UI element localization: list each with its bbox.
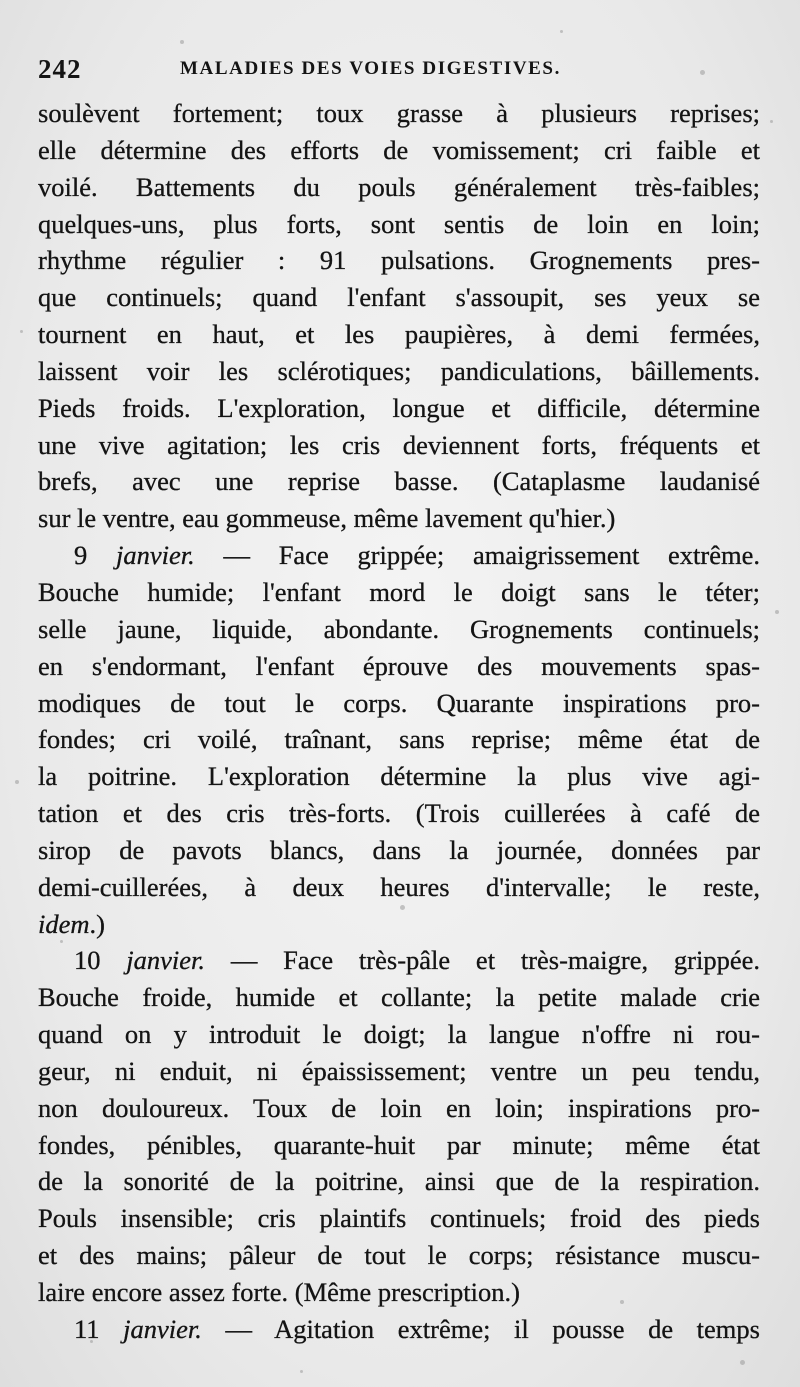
text-line [38, 979, 760, 1016]
line-text: rhythme régulier : 91 pulsations. Grognements pres- [38, 245, 760, 276]
line-text: Pouls insensible; cris plaintifs continuels; froid des pieds [38, 1203, 760, 1234]
line-text: selle jaune, liquide, abondante. Grognements continuels; [38, 613, 760, 644]
paper-speck [15, 780, 19, 784]
line-text: Bouche humide; l'enfant mord le doigt sans le téter; [38, 576, 760, 607]
line-text: .) [89, 908, 105, 939]
italic-text: janvier. [126, 945, 206, 976]
body-text [38, 95, 760, 1348]
line-text: quand on y introduit le doigt; la langue n'offre ni rou- [38, 1019, 760, 1050]
line-text: Pieds froids. L'exploration, longue et difficile, détermine [38, 392, 760, 423]
paper-speck [20, 330, 23, 333]
entry-day: 11 [74, 1313, 124, 1344]
text-line [38, 463, 760, 500]
line-text: elle détermine des efforts de vomissement; cri faible et [38, 134, 760, 165]
text-line [38, 1053, 760, 1090]
text-line [38, 685, 760, 722]
text-line [38, 1016, 760, 1053]
line-text: brefs, avec une reprise basse. (Cataplasme laudanisé [38, 466, 760, 497]
text-line [38, 169, 760, 206]
page-number: 242 [38, 54, 82, 84]
page-header [38, 50, 750, 86]
line-text: que continuels; quand l'enfant s'assoupit, ses yeux se [38, 282, 760, 313]
text-line [38, 648, 760, 685]
text-line [38, 574, 760, 611]
line-text: laire encore assez forte. (Même prescription.) [38, 1277, 520, 1307]
paper-speck [560, 30, 563, 33]
italic-text: idem [38, 908, 90, 939]
text-line [38, 132, 760, 169]
text-line [38, 906, 760, 943]
text-line [38, 1127, 760, 1164]
line-text: en s'endormant, l'enfant éprouve des mouvements spas- [38, 650, 760, 681]
text-line [38, 869, 760, 906]
text-line [38, 316, 760, 353]
line-text: la poitrine. L'exploration détermine la plus vive agi- [38, 761, 760, 792]
text-line [38, 500, 760, 537]
line-text: tournent en haut, et les paupières, à demi fermées, [38, 319, 760, 350]
text-line [38, 1311, 760, 1348]
text-line [38, 95, 760, 132]
paper-speck [770, 120, 773, 123]
line-text: soulèvent fortement; toux grasse à plusieurs reprises; [38, 98, 760, 128]
line-text: sirop de pavots blancs, dans la journée, données par [38, 834, 760, 865]
entry-day: 10 [74, 945, 127, 976]
line-text: quelques-uns, plus forts, sont sentis de loin en loin; [38, 208, 760, 239]
text-line [38, 832, 760, 869]
text-line [38, 242, 760, 279]
paper-speck [300, 1370, 303, 1373]
line-text: de la sonorité de la poitrine, ainsi que de la respiration. [38, 1166, 760, 1197]
text-line [38, 427, 760, 464]
line-text: laissent voir les sclérotiques; pandiculations, bâillements. [38, 355, 760, 386]
text-line [38, 1237, 760, 1274]
line-text: — Face grippée; amaigrissement extrême. [194, 540, 760, 571]
text-line [38, 353, 760, 390]
text-line [38, 1200, 760, 1237]
line-text: geur, ni enduit, ni épaississement; ventre un peu tendu, [38, 1055, 760, 1086]
entry-day: 9 [74, 540, 116, 571]
italic-text: janvier. [123, 1313, 202, 1344]
line-text: fondes, pénibles, quarante-huit par minute; même état [38, 1129, 760, 1160]
running-title: MALADIES DES VOIES DIGESTIVES. [180, 58, 561, 79]
text-line [38, 611, 760, 648]
text-line [38, 942, 760, 979]
text-line [38, 1163, 760, 1200]
line-text: — Face très-pâle et très-maigre, grippée. [205, 945, 760, 976]
text-line [38, 206, 760, 243]
text-line [38, 758, 760, 795]
text-line [38, 1274, 760, 1311]
line-text: une vive agitation; les cris deviennent forts, fréquents et [38, 429, 760, 460]
line-text: demi-cuillerées, à deux heures d'intervalle; le reste, [38, 871, 760, 902]
line-text: modiques de tout le corps. Quarante inspirations pro- [38, 687, 760, 718]
text-line [38, 279, 760, 316]
paper-speck [740, 1360, 745, 1365]
line-text: tation et des cris très-forts. (Trois cuillerées à café de [38, 798, 760, 829]
text-line [38, 721, 760, 758]
line-text: Bouche froide, humide et collante; la petite malade crie [38, 982, 760, 1013]
line-text: fondes; cri voilé, traînant, sans reprise; même état de [38, 724, 760, 755]
text-line [38, 390, 760, 427]
line-text: et des mains; pâleur de tout le corps; résistance muscu- [38, 1240, 760, 1271]
text-line [38, 1090, 760, 1127]
italic-text: janvier. [115, 540, 195, 571]
text-line [38, 795, 760, 832]
paper-speck [775, 610, 779, 614]
line-text: non douloureux. Toux de loin en loin; inspirations pro- [38, 1092, 760, 1123]
text-line [38, 537, 760, 574]
line-text: — Agitation extrême; il pousse de temps [201, 1313, 760, 1344]
line-text: sur le ventre, eau gommeuse, même lavement qu'hier.) [38, 503, 616, 534]
line-text: voilé. Battements du pouls généralement très-faibles; [38, 171, 760, 202]
paper-speck [180, 40, 184, 44]
